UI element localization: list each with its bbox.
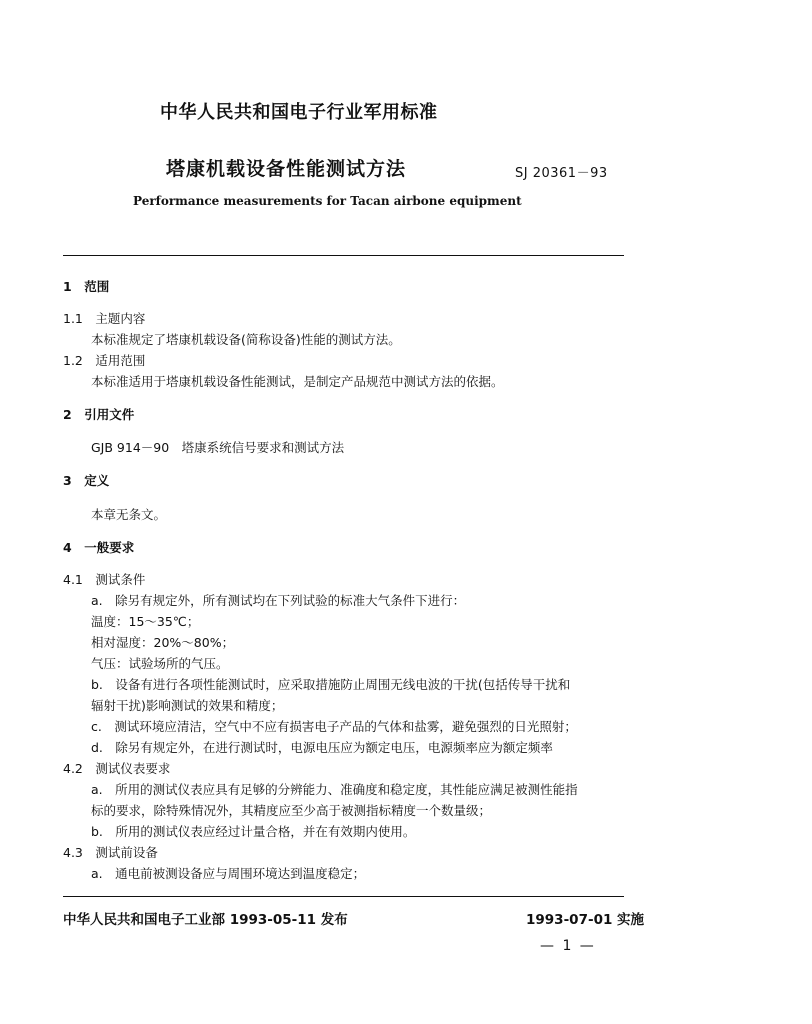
section-4-3-item-a: a. 通电前被测设备应与周围环境达到温度稳定； (91, 866, 366, 881)
section-1-1-heading: 1.1 主题内容 (63, 311, 146, 326)
section-4-3-heading: 4.3 测试前设备 (63, 845, 158, 860)
section-4-2-item-a-continued: 标的要求，除特殊情况外，其精度应至少高于被测指标精度一个数量级； (91, 803, 492, 818)
issue-date-note: 中华人民共和国电子工业部 1993-05-11 发布 (63, 912, 348, 928)
section-4-2-heading: 4.2 测试仪表要求 (63, 761, 171, 776)
section-2-reference: GJB 914－90 塔康系统信号要求和测试方法 (91, 440, 345, 455)
footer-divider (63, 896, 624, 897)
section-3-heading: 3 定义 (63, 473, 110, 488)
issuing-organization-heading: 中华人民共和国电子行业军用标准 (160, 102, 438, 123)
effective-date-note: 1993-07-01 实施 (526, 912, 645, 928)
section-1-2-heading: 1.2 适用范围 (63, 353, 146, 368)
section-1-1-text: 本标准规定了塔康机载设备(简称设备)性能的测试方法。 (91, 332, 401, 347)
standard-title-cn: 塔康机载设备性能测试方法 (166, 158, 407, 180)
section-4-1-item-b: b. 设备有进行各项性能测试时，应采取措施防止周围无线电波的干扰(包括传导干扰和 (91, 677, 571, 692)
section-4-1-item-d: d. 除另有规定外，在进行测试时，电源电压应为额定电压，电源频率应为额定频率 (91, 740, 553, 755)
standard-title-en: Performance measurements for Tacan airbone equipment (133, 194, 522, 208)
section-4-1-item-c: c. 测试环境应清洁，空气中不应有损害电子产品的气体和盐雾，避免强烈的日光照射； (91, 719, 577, 734)
section-1-2-text: 本标准适用于塔康机载设备性能测试，是制定产品规范中测试方法的依据。 (91, 374, 504, 389)
section-4-1-temperature: 温度：15～35℃； (91, 614, 200, 629)
section-4-1-humidity: 相对湿度：20%～80%； (91, 635, 235, 650)
section-4-1-heading: 4.1 测试条件 (63, 572, 146, 587)
section-1-heading: 1 范围 (63, 279, 110, 294)
section-4-1-item-b-continued: 辐射干扰)影响测试的效果和精度； (91, 698, 284, 713)
section-4-1-item-a: a. 除另有规定外，所有测试均在下列试验的标准大气条件下进行： (91, 593, 466, 608)
page-number: — 1 — (540, 938, 596, 954)
header-divider (63, 255, 624, 256)
section-4-heading: 4 一般要求 (63, 540, 135, 555)
section-4-2-item-b: b. 所用的测试仪表应经过计量合格，并在有效期内使用。 (91, 824, 416, 839)
standard-code: SJ 20361－93 (515, 166, 608, 181)
section-2-heading: 2 引用文件 (63, 407, 135, 422)
section-3-text: 本章无条文。 (91, 507, 167, 522)
section-4-1-pressure: 气压：试验场所的气压。 (91, 656, 229, 671)
section-4-2-item-a: a. 所用的测试仪表应具有足够的分辨能力、准确度和稳定度，其性能应满足被测性能指 (91, 782, 578, 797)
